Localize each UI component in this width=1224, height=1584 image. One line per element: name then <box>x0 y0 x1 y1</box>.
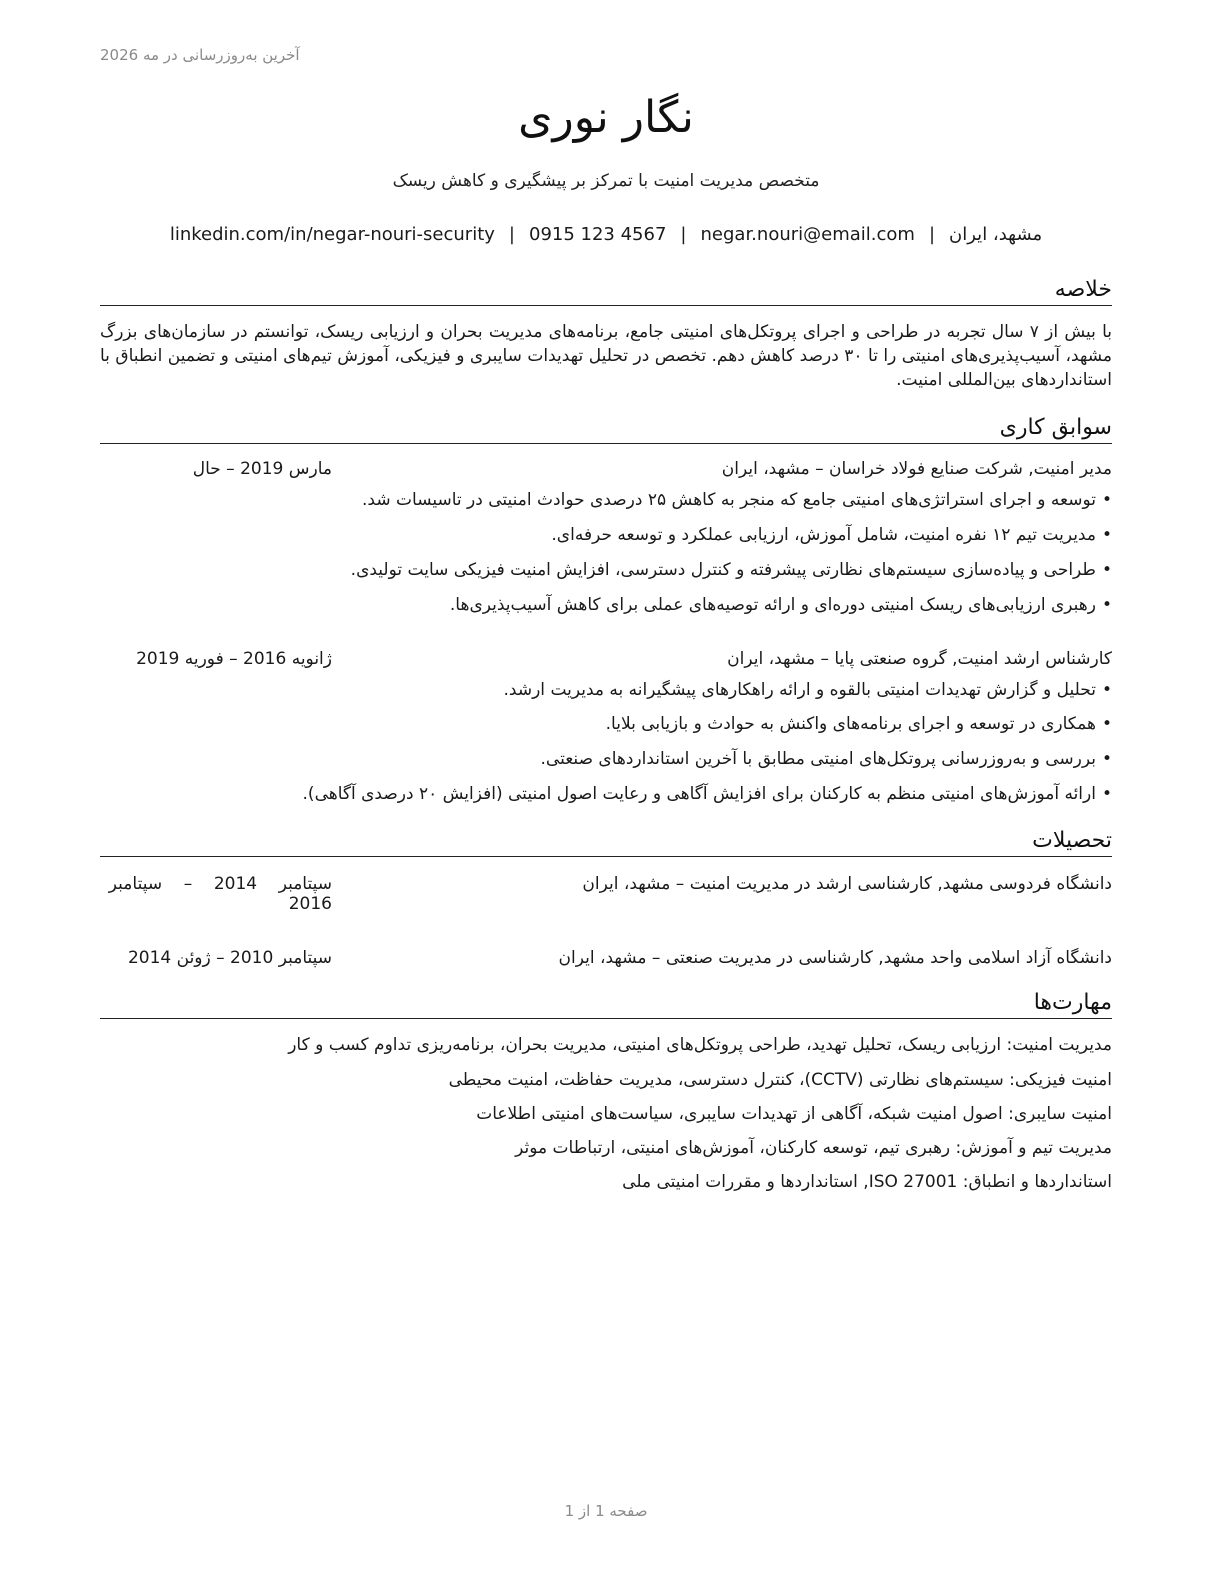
skill-line: مدیریت امنیت: ارزیابی ریسک، تحلیل تهدید، طراحی پروتکل‌های امنیتی، مدیریت بحران، برنامه‌ریزی تداوم کسب و کار <box>288 1035 1112 1055</box>
job-bullet-text: بررسی و به‌روزرسانی پروتکل‌های امنیتی مطابق با آخرین استانداردهای صنعتی. <box>540 749 1096 769</box>
job-bullet-text: توسعه و اجرای استراتژی‌های امنیتی جامع که منجر به کاهش ۲۵ درصدی حوادث امنیتی در تاسیسات شد. <box>362 490 1096 510</box>
job-bullet <box>551 525 1112 545</box>
job-title: مدیر امنیت, شرکت صنایع فولاد خراسان – مشهد، ایران <box>721 459 1112 479</box>
education-heading: تحصیلات <box>100 827 1112 857</box>
job-bullet-text: ارائه آموزش‌های امنیتی منظم به کارکنان برای افزایش آگاهی و رعایت اصول امنیتی (افزایش ۲۰ درصدی آگاهی). <box>302 784 1096 804</box>
job-bullet-text: طراحی و پیاده‌سازی سیستم‌های نظارتی پیشرفته و کنترل دسترسی، افزایش امنیت فیزیکی سایت تولیدی. <box>350 560 1096 580</box>
job-bullet <box>504 680 1112 700</box>
job-date: ژانویه 2016 – فوریه 2019 <box>136 649 332 669</box>
contact-email[interactable]: negar.nouri@email.com <box>700 224 915 245</box>
candidate-subtitle: متخصص مدیریت امنیت با تمرکز بر پیشگیری و کاهش ریسک <box>392 171 820 191</box>
job-date: مارس 2019 – حال <box>192 459 332 479</box>
bullet-dot: • <box>1101 680 1112 700</box>
bullet-dot: • <box>1101 560 1112 580</box>
contact-location: مشهد، ایران <box>949 224 1043 245</box>
job-bullet <box>450 595 1112 615</box>
contact-separator: | <box>680 224 687 245</box>
skill-line: امنیت سایبری: اصول امنیت شبکه، آگاهی از تهدیدات سایبری، سیاست‌های امنیتی اطلاعات <box>476 1104 1112 1124</box>
education-date-line: 2016 <box>288 894 332 914</box>
bullet-dot: • <box>1101 525 1112 545</box>
education-date: سپتامبر 2010 – ژوئن 2014 <box>127 948 332 968</box>
summary-text: با بیش از ۷ سال تجربه در طراحی و اجرای پروتکل‌های امنیتی جامع، برنامه‌های مدیریت بحران و ارزیابی ریسک، توانستم در سازمان‌های بزرگ مشهد، آسیب‌پذیری‌های امنیتی را تا ۳۰ درصد کاهش دهم. تخصص در تحلیل تهدیدات سایبری و فیزیکی، آموزش تیم‌های امنیتی و تضمین انطباق با استانداردهای بین‌المللی امنیت. <box>100 322 1112 390</box>
skill-line: مدیریت تیم و آموزش: رهبری تیم، توسعه کارکنان، آموزش‌های امنیتی، ارتباطات موثر <box>515 1138 1112 1158</box>
bullet-dot: • <box>1101 749 1112 769</box>
experience-heading: سوابق کاری <box>100 414 1112 444</box>
job-bullet <box>362 490 1112 510</box>
education-date-line: سپتامبر 2014 – سپتامبر <box>108 874 332 894</box>
job-bullet-text: تحلیل و گزارش تهدیدات امنیتی بالقوه و ارائه راهکارهای پیشگیرانه به مدیریت ارشد. <box>503 680 1096 700</box>
job-bullet <box>303 784 1112 804</box>
education-date <box>100 874 332 914</box>
contact-separator: | <box>508 224 515 245</box>
job-bullet <box>351 560 1112 580</box>
resume-page <box>100 0 1112 1584</box>
education-title: دانشگاه آزاد اسلامی واحد مشهد, کارشناسی در مدیریت صنعتی – مشهد، ایران <box>558 948 1112 968</box>
bullet-dot: • <box>1101 490 1112 510</box>
bullet-dot: • <box>1101 595 1112 615</box>
contact-line <box>100 224 1112 245</box>
skills-heading: مهارت‌ها <box>100 989 1112 1019</box>
skill-line: استانداردها و انطباق: ISO 27001, استانداردها و مقررات امنیتی ملی <box>622 1172 1112 1192</box>
job-bullet-text: همکاری در توسعه و اجرای برنامه‌های واکنش به حوادث و بازیابی بلایا. <box>605 714 1096 734</box>
contact-linkedin[interactable]: linkedin.com/in/negar-nouri-security <box>169 224 495 245</box>
job-bullet <box>541 749 1112 769</box>
contact-separator: | <box>928 224 936 245</box>
bullet-dot: • <box>1101 714 1112 734</box>
skill-line: امنیت فیزیکی: سیستم‌های نظارتی (CCTV)، کنترل دسترسی، مدیریت حفاظت، امنیت محیطی <box>448 1070 1112 1090</box>
bullet-dot: • <box>1101 784 1112 804</box>
job-title: کارشناس ارشد امنیت, گروه صنعتی پایا – مشهد، ایران <box>727 649 1112 669</box>
page-number: صفحه 1 از 1 <box>564 1502 648 1520</box>
last-updated-note: آخرین به‌روزرسانی در مه 2026 <box>100 46 300 64</box>
contact-phone[interactable]: 0915 123 4567 <box>529 224 667 245</box>
job-bullet-text: رهبری ارزیابی‌های ریسک امنیتی دوره‌ای و ارائه توصیه‌های عملی برای کاهش آسیب‌پذیری‌ها. <box>449 595 1096 615</box>
education-title: دانشگاه فردوسی مشهد, کارشناسی ارشد در مدیریت امنیت – مشهد، ایران <box>582 874 1112 894</box>
job-bullet <box>606 714 1112 734</box>
candidate-name: نگار نوری <box>518 92 694 143</box>
summary-heading: خلاصه <box>100 276 1112 306</box>
job-bullet-text: مدیریت تیم ۱۲ نفره امنیت، شامل آموزش، ارزیابی عملکرد و توسعه حرفه‌ای. <box>551 525 1096 545</box>
